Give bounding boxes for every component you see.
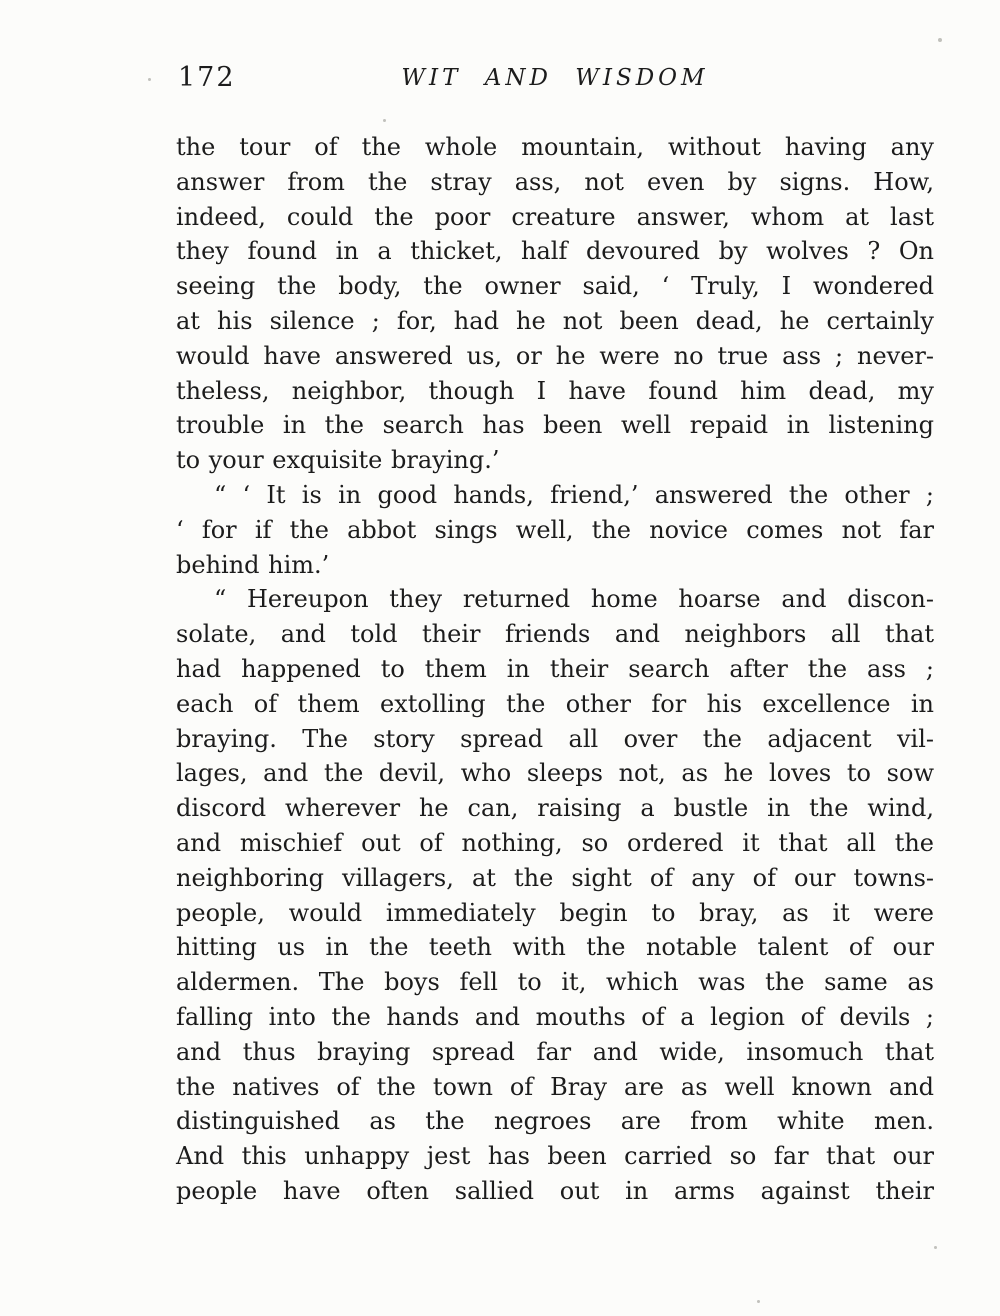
text-line: theless, neighbor, though I have found him dead, my bbox=[176, 376, 934, 405]
text-line: to your exquisite braying.’ bbox=[176, 446, 500, 475]
text-line: falling into the hands and mouths of a legion of devils ; bbox=[176, 1002, 934, 1031]
text-line: they found in a thicket, half devoured by wolves ? On bbox=[176, 237, 934, 266]
scan-speck bbox=[938, 38, 942, 42]
text-line: solate, and told their friends and neighbors all that bbox=[176, 620, 934, 649]
text-line: discord wherever he can, raising a bustle in the wind, bbox=[176, 794, 934, 823]
text-line: ‘ for if the abbot sings well, the novice comes not far bbox=[176, 515, 934, 544]
text-line: lages, and the devil, who sleeps not, as he loves to sow bbox=[176, 759, 934, 788]
text-line: And this unhappy jest has been carried so far that our bbox=[176, 1142, 934, 1171]
paragraph bbox=[176, 130, 934, 478]
text-line: “ Hereupon they returned home hoarse and discon- bbox=[214, 585, 934, 614]
running-header: WIT AND WISDOM bbox=[401, 65, 709, 91]
text-line: people have often sallied out in arms against their bbox=[176, 1176, 934, 1205]
text-line: each of them extolling the other for his excellence in bbox=[176, 689, 934, 718]
text-line: aldermen. The boys fell to it, which was the same as bbox=[176, 968, 934, 997]
text-line: the natives of the town of Bray are as well known and bbox=[176, 1072, 934, 1101]
paragraph bbox=[176, 478, 934, 582]
page-header bbox=[176, 60, 934, 100]
text-line: and mischief out of nothing, so ordered it that all the bbox=[176, 828, 934, 857]
text-line: people, would immediately begin to bray, as it were bbox=[176, 898, 934, 927]
text-line: answer from the stray ass, not even by signs. How, bbox=[176, 167, 934, 196]
text-line: braying. The story spread all over the adjacent vil- bbox=[176, 724, 934, 753]
page-number: 172 bbox=[178, 62, 236, 93]
scan-speck bbox=[934, 1246, 937, 1249]
text-line: hitting us in the teeth with the notable talent of our bbox=[176, 933, 934, 962]
text-line: trouble in the search has been well repaid in listening bbox=[176, 411, 934, 440]
text-line: indeed, could the poor creature answer, whom at last bbox=[176, 202, 934, 231]
text-line: at his silence ; for, had he not been dead, he certainly bbox=[176, 306, 934, 335]
text-line: behind him.’ bbox=[176, 550, 330, 579]
text-line: and thus braying spread far and wide, insomuch that bbox=[176, 1037, 934, 1066]
text-line: distinguished as the negroes are from white men. bbox=[176, 1107, 934, 1136]
text-line: had happened to them in their search after the ass ; bbox=[176, 654, 934, 683]
scan-speck bbox=[148, 78, 151, 81]
text-line: would have answered us, or he were no true ass ; never- bbox=[176, 341, 934, 370]
text-line: “ ‘ It is in good hands, friend,’ answered the other ; bbox=[214, 480, 934, 509]
text-line: the tour of the whole mountain, without having any bbox=[176, 133, 934, 161]
scan-speck bbox=[383, 119, 386, 122]
paragraph bbox=[176, 582, 934, 1208]
text-line: seeing the body, the owner said, ‘ Truly, I wondered bbox=[176, 272, 934, 301]
text-line: neighboring villagers, at the sight of any of our towns- bbox=[176, 863, 934, 892]
scan-speck bbox=[757, 1300, 760, 1303]
page-body bbox=[176, 130, 934, 1209]
